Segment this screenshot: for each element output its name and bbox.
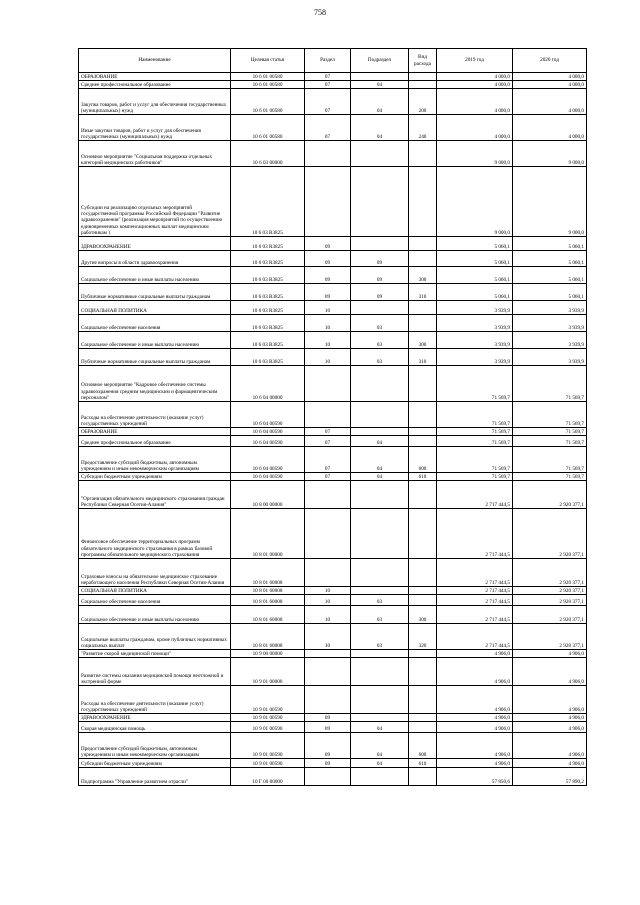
cell-code: 10 6 04 00000 xyxy=(231,366,305,402)
table-row xyxy=(79,428,587,436)
cell-section: 07 xyxy=(305,81,351,89)
cell-code: 10 6 03 R3825 xyxy=(231,251,305,267)
cell-name: Скорая медицинская помощь xyxy=(79,722,231,733)
cell-name: СОЦИАЛЬНАЯ ПОЛИТИКА xyxy=(79,301,231,315)
cell-section xyxy=(305,509,351,559)
table-header-row xyxy=(79,49,587,73)
cell-expense: 300 xyxy=(409,267,437,284)
cell-2020: 2 920 377,1 xyxy=(513,587,587,595)
cell-section: 07 xyxy=(305,73,351,81)
cell-2019: 5 060,1 xyxy=(437,251,513,267)
cell-subsection: 03 xyxy=(351,315,409,332)
cell-code: 10 8 01 60008 xyxy=(231,606,305,624)
table-row xyxy=(79,686,587,714)
table-row xyxy=(79,301,587,315)
table-row xyxy=(79,89,587,115)
cell-section: 09 xyxy=(305,251,351,267)
col-header-code: Целевая статья xyxy=(231,49,305,73)
cell-expense: 320 xyxy=(409,624,437,650)
cell-expense: 600 xyxy=(409,733,437,759)
cell-section: 10 xyxy=(305,587,351,595)
table-row xyxy=(79,115,587,141)
cell-2020: 2 920 377,1 xyxy=(513,481,587,509)
cell-expense xyxy=(409,141,437,167)
cell-2020: 5 060,1 xyxy=(513,251,587,267)
cell-section: 10 xyxy=(305,349,351,366)
cell-section xyxy=(305,559,351,587)
cell-section: 09 xyxy=(305,284,351,301)
cell-2019: 2 717 444,5 xyxy=(437,587,513,595)
cell-section: 07 xyxy=(305,89,351,115)
cell-2020: 2 920 377,1 xyxy=(513,509,587,559)
cell-2020: 4 906,0 xyxy=(513,686,587,714)
cell-code: 10 6 03 R3825 xyxy=(231,167,305,237)
cell-2020: 71 569,7 xyxy=(513,428,587,436)
cell-2019: 9 000,0 xyxy=(437,141,513,167)
table-row xyxy=(79,366,587,402)
budget-table xyxy=(78,48,587,786)
cell-code: 10 6 03 00000 xyxy=(231,141,305,167)
cell-subsection: 09 xyxy=(351,267,409,284)
cell-name: Субсидии бюджетным учреждениям xyxy=(79,473,231,481)
cell-expense xyxy=(409,658,437,686)
cell-expense: 310 xyxy=(409,349,437,366)
cell-name: Иные закупки товаров, работ и услуг для обеспечения государственных (муниципальных) нужд xyxy=(79,115,231,141)
cell-2019: 2 717 444,5 xyxy=(437,606,513,624)
cell-code: 10 6 03 R3825 xyxy=(231,267,305,284)
cell-subsection xyxy=(351,587,409,595)
cell-code: 10 6 04 00590 xyxy=(231,447,305,473)
table-row xyxy=(79,658,587,686)
cell-subsection: 03 xyxy=(351,349,409,366)
cell-2020: 4 906,0 xyxy=(513,722,587,733)
cell-code: 10 9 01 00590 xyxy=(231,714,305,722)
cell-subsection: 04 xyxy=(351,436,409,447)
cell-name: "Развитие скорой медицинской помощи" xyxy=(79,650,231,658)
cell-section: 07 xyxy=(305,428,351,436)
cell-subsection: 04 xyxy=(351,759,409,768)
cell-expense xyxy=(409,481,437,509)
cell-expense xyxy=(409,428,437,436)
cell-expense xyxy=(409,509,437,559)
cell-subsection: 09 xyxy=(351,284,409,301)
cell-name: СОЦИАЛЬНАЯ ПОЛИТИКА xyxy=(79,587,231,595)
cell-subsection xyxy=(351,301,409,315)
cell-2019: 3 939,9 xyxy=(437,315,513,332)
cell-2019: 3 939,9 xyxy=(437,332,513,349)
cell-subsection xyxy=(351,167,409,237)
table-row xyxy=(79,73,587,81)
cell-2019: 4 000,0 xyxy=(437,73,513,81)
cell-2019: 4 906,0 xyxy=(437,686,513,714)
cell-name: ОБРАЗОВАНИЕ xyxy=(79,73,231,81)
table-row xyxy=(79,559,587,587)
cell-name: Социальное обеспечение населения xyxy=(79,595,231,606)
cell-section xyxy=(305,141,351,167)
cell-code: 10 6 04 00590 xyxy=(231,473,305,481)
cell-subsection xyxy=(351,509,409,559)
cell-expense xyxy=(409,251,437,267)
cell-subsection: 04 xyxy=(351,115,409,141)
cell-code: 10 8 01 60008 xyxy=(231,587,305,595)
cell-subsection xyxy=(351,428,409,436)
table-row xyxy=(79,509,587,559)
cell-2020: 3 939,9 xyxy=(513,349,587,366)
cell-expense: 610 xyxy=(409,759,437,768)
table-row xyxy=(79,267,587,284)
table-row xyxy=(79,447,587,473)
cell-2019: 4 000,0 xyxy=(437,115,513,141)
cell-2020: 71 569,7 xyxy=(513,366,587,402)
cell-2019: 71 569,7 xyxy=(437,473,513,481)
cell-2020: 9 000,0 xyxy=(513,167,587,237)
cell-2020: 5 060,1 xyxy=(513,267,587,284)
cell-code: 10 6 01 00580 xyxy=(231,73,305,81)
cell-2020: 2 920 377,1 xyxy=(513,595,587,606)
table-row xyxy=(79,722,587,733)
cell-code: 10 9 01 00590 xyxy=(231,722,305,733)
table-row xyxy=(79,81,587,89)
cell-code: 10 6 01 00580 xyxy=(231,115,305,141)
cell-code: 10 6 01 00580 xyxy=(231,81,305,89)
cell-subsection xyxy=(351,714,409,722)
cell-2019: 4 000,0 xyxy=(437,81,513,89)
table-row xyxy=(79,251,587,267)
col-header-2019: 2019 год xyxy=(437,49,513,73)
cell-2020: 4 000,0 xyxy=(513,73,587,81)
cell-2019: 2 717 444,5 xyxy=(437,509,513,559)
cell-expense xyxy=(409,315,437,332)
cell-code: 10 9 01 00590 xyxy=(231,759,305,768)
cell-section: 07 xyxy=(305,447,351,473)
cell-subsection xyxy=(351,686,409,714)
cell-section: 09 xyxy=(305,722,351,733)
cell-code: 10 9 01 00590 xyxy=(231,686,305,714)
cell-expense: 300 xyxy=(409,332,437,349)
cell-2020: 4 906,0 xyxy=(513,733,587,759)
cell-subsection: 03 xyxy=(351,332,409,349)
cell-subsection xyxy=(351,73,409,81)
cell-2019: 2 717 444,5 xyxy=(437,481,513,509)
cell-expense: 240 xyxy=(409,115,437,141)
cell-code: 10 Г 00 00000 xyxy=(231,768,305,786)
table-row xyxy=(79,349,587,366)
cell-2020: 4 906,0 xyxy=(513,650,587,658)
table-row xyxy=(79,284,587,301)
cell-code: 10 6 03 R3825 xyxy=(231,332,305,349)
cell-expense: 310 xyxy=(409,284,437,301)
cell-name: Развитие системы оказания медицинской помощи неотложной и экстренной форме xyxy=(79,658,231,686)
cell-name: Среднее профессиональное образование xyxy=(79,81,231,89)
col-header-section: Раздел xyxy=(305,49,351,73)
cell-expense xyxy=(409,650,437,658)
cell-section xyxy=(305,658,351,686)
cell-name: Другие вопросы в области здравоохранения xyxy=(79,251,231,267)
cell-code: 10 6 03 R3825 xyxy=(231,237,305,251)
cell-2020: 57 890,2 xyxy=(513,768,587,786)
cell-subsection: 09 xyxy=(351,251,409,267)
cell-subsection: 04 xyxy=(351,733,409,759)
cell-expense: 200 xyxy=(409,89,437,115)
cell-name: Расходы на обеспечение деятельности (оказание услуг) государственных учреждений xyxy=(79,686,231,714)
cell-subsection xyxy=(351,768,409,786)
cell-2020: 2 920 377,1 xyxy=(513,606,587,624)
cell-code: 10 8 01 60008 xyxy=(231,559,305,587)
cell-code: 10 9 01 00590 xyxy=(231,733,305,759)
cell-2020: 71 569,7 xyxy=(513,447,587,473)
cell-name: Социальное обеспечение и иные выплаты населению xyxy=(79,606,231,624)
cell-expense xyxy=(409,237,437,251)
cell-2020: 71 569,7 xyxy=(513,402,587,428)
cell-name: Предоставление субсидий бюджетным, автономным учреждениям и иным некоммерческим организациям xyxy=(79,733,231,759)
cell-2019: 5 060,1 xyxy=(437,267,513,284)
cell-subsection xyxy=(351,402,409,428)
cell-section: 10 xyxy=(305,624,351,650)
cell-name: Предоставление субсидий бюджетным, автономным учреждениям и иным некоммерческим организациям xyxy=(79,447,231,473)
table-row xyxy=(79,587,587,595)
cell-expense xyxy=(409,559,437,587)
table-row xyxy=(79,714,587,722)
cell-expense xyxy=(409,686,437,714)
cell-subsection: 03 xyxy=(351,595,409,606)
table-row xyxy=(79,481,587,509)
table-row xyxy=(79,768,587,786)
cell-name: ЗДРАВООХРАНЕНИЕ xyxy=(79,714,231,722)
cell-2019: 5 060,1 xyxy=(437,284,513,301)
cell-section xyxy=(305,650,351,658)
cell-2019: 71 569,7 xyxy=(437,428,513,436)
col-header-expense: Вид расхода xyxy=(409,49,437,73)
cell-2020: 5 060,1 xyxy=(513,237,587,251)
cell-2020: 4 000,0 xyxy=(513,81,587,89)
cell-expense xyxy=(409,81,437,89)
cell-code: 10 6 04 00590 xyxy=(231,436,305,447)
cell-subsection xyxy=(351,141,409,167)
cell-code: 10 8 01 60008 xyxy=(231,624,305,650)
cell-code: 10 6 04 00590 xyxy=(231,428,305,436)
cell-subsection xyxy=(351,658,409,686)
cell-2020: 3 939,9 xyxy=(513,315,587,332)
cell-subsection xyxy=(351,481,409,509)
cell-2019: 2 717 444,5 xyxy=(437,559,513,587)
table-row xyxy=(79,167,587,237)
cell-section xyxy=(305,167,351,237)
cell-code: 10 9 01 00000 xyxy=(231,658,305,686)
cell-expense xyxy=(409,768,437,786)
cell-expense xyxy=(409,402,437,428)
cell-section: 10 xyxy=(305,606,351,624)
cell-expense xyxy=(409,301,437,315)
table-row xyxy=(79,595,587,606)
cell-subsection: 04 xyxy=(351,722,409,733)
cell-2019: 71 569,7 xyxy=(437,366,513,402)
cell-name: Закупка товаров, работ и услуг для обеспечения государственных (муниципальных) нужд xyxy=(79,89,231,115)
cell-2020: 71 569,7 xyxy=(513,436,587,447)
cell-2020: 2 920 377,1 xyxy=(513,559,587,587)
cell-name: Основное мероприятие "Кадровое обеспечение системы здравоохранения средним медицинским и фармацевтическим персоналом" xyxy=(79,366,231,402)
table-row xyxy=(79,606,587,624)
col-header-2020: 2020 год xyxy=(513,49,587,73)
cell-section xyxy=(305,768,351,786)
table-row xyxy=(79,402,587,428)
cell-code: 10 6 03 R3825 xyxy=(231,315,305,332)
cell-2020: 71 569,7 xyxy=(513,473,587,481)
cell-section xyxy=(305,481,351,509)
table-row xyxy=(79,759,587,768)
cell-name: ОБРАЗОВАНИЕ xyxy=(79,428,231,436)
cell-2019: 2 717 444,5 xyxy=(437,595,513,606)
cell-name: "Организация обязательного медицинского страхования граждан Республики Северная Осетия-Алания" xyxy=(79,481,231,509)
cell-2019: 4 906,0 xyxy=(437,714,513,722)
cell-code: 10 8 00 00000 xyxy=(231,481,305,509)
cell-code: 10 6 03 R3825 xyxy=(231,349,305,366)
cell-subsection xyxy=(351,559,409,587)
cell-expense xyxy=(409,595,437,606)
col-header-name: Наименование xyxy=(79,49,231,73)
col-header-subsection: Подраздел xyxy=(351,49,409,73)
table-row xyxy=(79,650,587,658)
cell-expense xyxy=(409,722,437,733)
cell-subsection: 04 xyxy=(351,447,409,473)
cell-subsection: 03 xyxy=(351,606,409,624)
cell-subsection: 04 xyxy=(351,81,409,89)
cell-2019: 4 000,0 xyxy=(437,89,513,115)
cell-expense xyxy=(409,366,437,402)
cell-name: ЗДРАВООХРАНЕНИЕ xyxy=(79,237,231,251)
cell-2020: 3 939,9 xyxy=(513,332,587,349)
table-row xyxy=(79,436,587,447)
cell-section: 10 xyxy=(305,332,351,349)
cell-2019: 71 569,7 xyxy=(437,447,513,473)
cell-name: Социальное обеспечение и иные выплаты населению xyxy=(79,332,231,349)
cell-code: 10 6 01 00580 xyxy=(231,89,305,115)
cell-subsection xyxy=(351,650,409,658)
cell-name: Социальное обеспечение и иные выплаты населению xyxy=(79,267,231,284)
cell-expense xyxy=(409,73,437,81)
table-row xyxy=(79,141,587,167)
cell-section: 09 xyxy=(305,267,351,284)
cell-expense: 600 xyxy=(409,447,437,473)
cell-2019: 4 906,0 xyxy=(437,759,513,768)
cell-2019: 3 939,9 xyxy=(437,301,513,315)
cell-2020: 4 000,0 xyxy=(513,89,587,115)
cell-name: Субсидии на реализацию отдельных мероприятий государственной программы Российской Федерации "Развитие здравоохранения" (реализация мероприятий по осуществлению единовременных компенсационных выплат медицинским работникам ) xyxy=(79,167,231,237)
cell-section: 10 xyxy=(305,315,351,332)
cell-code: 10 6 03 R3825 xyxy=(231,301,305,315)
cell-2020: 9 000,0 xyxy=(513,141,587,167)
cell-section: 07 xyxy=(305,115,351,141)
cell-subsection: 04 xyxy=(351,89,409,115)
cell-2019: 2 717 444,5 xyxy=(437,624,513,650)
cell-name: Публичные нормативные социальные выплаты гражданам xyxy=(79,349,231,366)
cell-expense: 300 xyxy=(409,606,437,624)
cell-expense xyxy=(409,167,437,237)
cell-2019: 4 906,0 xyxy=(437,722,513,733)
cell-name: Финансовое обеспечение территориальных программ обязательного медицинского страхования в рамках базовой программы обязательного медицинского страхования xyxy=(79,509,231,559)
cell-subsection: 03 xyxy=(351,624,409,650)
cell-2019: 71 569,7 xyxy=(437,402,513,428)
table-row xyxy=(79,473,587,481)
page-number: 758 xyxy=(314,8,326,17)
cell-code: 10 6 04 00590 xyxy=(231,402,305,428)
cell-2019: 3 939,9 xyxy=(437,349,513,366)
cell-section: 10 xyxy=(305,595,351,606)
cell-subsection xyxy=(351,237,409,251)
cell-name: Среднее профессиональное образование xyxy=(79,436,231,447)
cell-section: 09 xyxy=(305,237,351,251)
cell-expense xyxy=(409,714,437,722)
cell-section xyxy=(305,686,351,714)
cell-subsection xyxy=(351,366,409,402)
table-row xyxy=(79,624,587,650)
cell-2019: 71 569,7 xyxy=(437,436,513,447)
cell-section: 09 xyxy=(305,714,351,722)
cell-2020: 2 920 377,1 xyxy=(513,624,587,650)
cell-name: Субсидии бюджетным учреждениям xyxy=(79,759,231,768)
cell-name: Расходы на обеспечение деятельности (оказание услуг) государственных учреждений xyxy=(79,402,231,428)
table-row xyxy=(79,315,587,332)
table-row xyxy=(79,733,587,759)
cell-expense: 610 xyxy=(409,473,437,481)
cell-expense xyxy=(409,436,437,447)
cell-2019: 4 906,0 xyxy=(437,733,513,759)
cell-section xyxy=(305,402,351,428)
cell-2019: 57 850,6 xyxy=(437,768,513,786)
cell-2020: 5 060,1 xyxy=(513,284,587,301)
cell-2020: 4 906,0 xyxy=(513,714,587,722)
cell-section xyxy=(305,366,351,402)
cell-code: 10 8 01 60008 xyxy=(231,595,305,606)
cell-section: 07 xyxy=(305,436,351,447)
cell-name: Подпрограмма "Управление развитием отрасли" xyxy=(79,768,231,786)
cell-code: 10 9 00 00000 xyxy=(231,650,305,658)
cell-name: Публичные нормативные социальные выплаты гражданам xyxy=(79,284,231,301)
table-row xyxy=(79,237,587,251)
cell-2020: 4 906,0 xyxy=(513,759,587,768)
cell-2019: 5 060,1 xyxy=(437,237,513,251)
cell-section: 09 xyxy=(305,733,351,759)
cell-2020: 4 906,0 xyxy=(513,658,587,686)
cell-name: Социальные выплаты гражданам, кроме публичных нормативных социальных выплат xyxy=(79,624,231,650)
cell-2019: 4 906,0 xyxy=(437,650,513,658)
cell-2019: 4 906,0 xyxy=(437,658,513,686)
cell-name: Основное мероприятие "Социальная поддержка отдельных категорий медицинских работников" xyxy=(79,141,231,167)
cell-code: 10 6 03 R3825 xyxy=(231,284,305,301)
cell-name: Страховые взносы на обязательное медицинское страхование неработающего населения Республики Северная Осетия-Алания xyxy=(79,559,231,587)
cell-section: 09 xyxy=(305,759,351,768)
cell-2020: 3 939,9 xyxy=(513,301,587,315)
cell-code: 10 8 01 00000 xyxy=(231,509,305,559)
cell-section: 10 xyxy=(305,301,351,315)
cell-expense xyxy=(409,587,437,595)
cell-2020: 4 000,0 xyxy=(513,115,587,141)
cell-2019: 9 000,0 xyxy=(437,167,513,237)
cell-name: Социальное обеспечение населения xyxy=(79,315,231,332)
cell-subsection: 04 xyxy=(351,473,409,481)
cell-section: 07 xyxy=(305,473,351,481)
table-row xyxy=(79,332,587,349)
